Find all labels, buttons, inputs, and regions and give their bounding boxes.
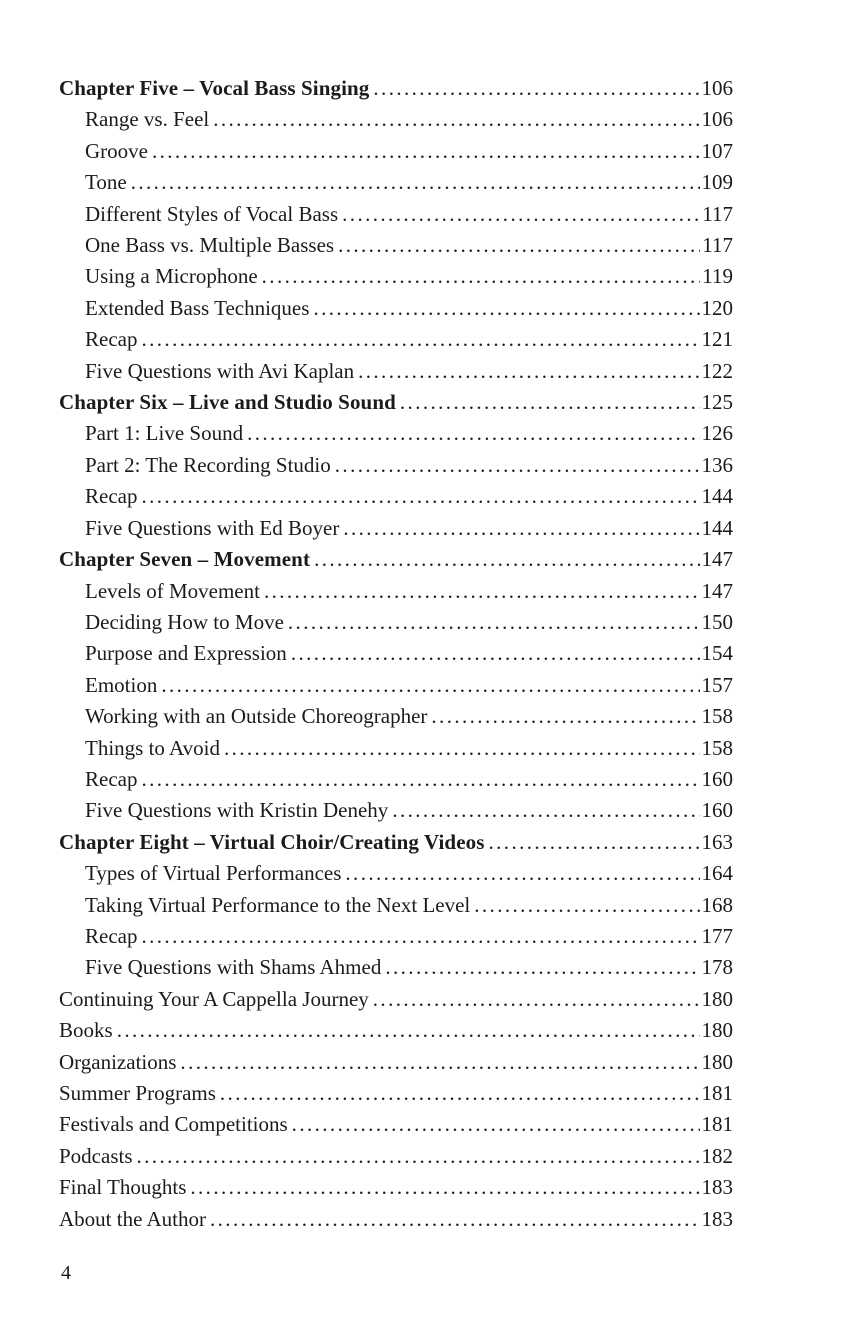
toc-entry — [59, 1172, 733, 1203]
toc-entry-label: Chapter Seven – Movement — [59, 547, 311, 572]
toc-entry-page-number: 119 — [702, 264, 733, 289]
toc-entry — [59, 1141, 733, 1172]
toc-entry-label: Taking Virtual Performance to the Next Level — [85, 892, 471, 917]
toc-entry-label: Five Questions with Ed Boyer — [85, 515, 340, 540]
toc-entry — [59, 921, 733, 952]
toc-entry-label: Books — [59, 1018, 113, 1043]
toc-entry-label: Groove — [85, 138, 148, 163]
toc-entry-page-number: 160 — [701, 766, 733, 791]
dot-leader — [210, 1204, 700, 1235]
toc-entry-label: Continuing Your A Cappella Journey — [59, 986, 369, 1011]
toc-entry-page-number: 168 — [701, 892, 733, 917]
toc-entry-label: Range vs. Feel — [85, 107, 210, 132]
toc-entry-page-number: 144 — [701, 515, 733, 540]
dot-leader — [131, 167, 700, 198]
dot-leader — [335, 450, 700, 481]
toc-entry-label: Using a Microphone — [85, 264, 258, 289]
toc-entry — [59, 890, 733, 921]
toc-entry-label: Purpose and Expression — [85, 641, 287, 666]
toc-entry-label: Final Thoughts — [59, 1175, 187, 1200]
toc-entry-label: Part 2: The Recording Studio — [85, 452, 331, 477]
toc-entry-label: One Bass vs. Multiple Basses — [85, 233, 335, 258]
toc-entry-page-number: 147 — [701, 547, 733, 572]
toc-entry — [59, 638, 733, 669]
toc-entry-label: Deciding How to Move — [85, 609, 284, 634]
toc-entry-page-number: 106 — [701, 76, 733, 100]
toc-entry — [59, 261, 733, 292]
toc-entry-page-number: 144 — [701, 484, 733, 509]
dot-leader — [247, 418, 699, 449]
toc-entry-label: Podcasts — [59, 1143, 133, 1168]
toc-entry — [59, 827, 733, 858]
toc-entry-page-number: 180 — [701, 986, 733, 1011]
toc-entry-page-number: 150 — [701, 609, 733, 634]
toc-entry-page-number: 126 — [701, 421, 733, 446]
dot-leader — [190, 1172, 699, 1203]
toc-entry-page-number: 177 — [701, 923, 733, 948]
dot-leader — [489, 827, 700, 858]
toc-entry — [59, 1015, 733, 1046]
toc-entry-label: Chapter Six – Live and Studio Sound — [59, 390, 396, 415]
toc-entry — [59, 795, 733, 826]
toc-entry — [59, 1047, 733, 1078]
dot-leader — [342, 199, 700, 230]
toc-entry — [59, 199, 733, 230]
toc-entry-label: Different Styles of Vocal Bass — [85, 201, 339, 226]
toc-entry-page-number: 125 — [701, 390, 733, 415]
toc-entry-label: Emotion — [85, 672, 158, 697]
toc-entry-page-number: 107 — [701, 138, 733, 163]
toc-entry-page-number: 117 — [702, 201, 733, 226]
toc-entry-label: About the Author — [59, 1206, 206, 1231]
toc-entry-page-number: 180 — [701, 1018, 733, 1043]
toc-entry — [59, 104, 733, 135]
toc-entry-label: Things to Avoid — [85, 735, 220, 760]
dot-leader — [264, 576, 700, 607]
dot-leader — [345, 858, 699, 889]
toc-entry-page-number: 136 — [701, 452, 733, 477]
toc-entry-page-number: 122 — [701, 358, 733, 383]
toc-entry-page-number: 183 — [701, 1206, 733, 1231]
toc-entry-label: Five Questions with Kristin Denehy — [85, 798, 389, 823]
toc-entry — [59, 73, 733, 104]
dot-leader — [141, 921, 699, 952]
toc-entry-page-number: 158 — [701, 735, 733, 760]
toc-entry-page-number: 106 — [701, 107, 733, 132]
dot-leader — [373, 984, 700, 1015]
toc-entry-label: Recap — [85, 923, 138, 948]
toc-entry-page-number: 160 — [701, 798, 733, 823]
toc-entry-page-number: 178 — [701, 955, 733, 980]
toc-entry — [59, 607, 733, 638]
toc-entry-page-number: 181 — [701, 1081, 733, 1105]
toc-entry — [59, 356, 733, 387]
toc-entry — [59, 858, 733, 889]
toc-entry — [59, 136, 733, 167]
toc-entry-label: Working with an Outside Choreographer — [85, 704, 428, 729]
toc-entry — [59, 324, 733, 355]
toc-entry — [59, 387, 733, 418]
toc-entry — [59, 952, 733, 983]
toc-entry-label: Recap — [85, 327, 138, 352]
page-number: 4 — [61, 1262, 71, 1284]
dot-leader — [343, 513, 699, 544]
dot-leader — [220, 1078, 700, 1109]
toc-entry-label: Festivals and Competitions — [59, 1112, 288, 1137]
toc-entry — [59, 450, 733, 481]
toc-entry-page-number: 147 — [701, 578, 733, 603]
toc-entry-page-number: 117 — [702, 233, 733, 258]
dot-leader — [338, 230, 700, 261]
toc-entry-page-number: 163 — [701, 829, 733, 854]
dot-leader — [314, 544, 699, 575]
toc-entry-page-number: 121 — [701, 327, 733, 352]
toc-entry — [59, 984, 733, 1015]
toc-entry-label: Chapter Eight – Virtual Choir/Creating Videos — [59, 829, 485, 854]
toc-entry-page-number: 164 — [701, 861, 733, 886]
dot-leader — [431, 701, 699, 732]
toc-entry — [59, 1204, 733, 1235]
dot-leader — [213, 104, 699, 135]
toc-entry — [59, 1109, 733, 1140]
toc-entry — [59, 544, 733, 575]
toc-entry-label: Recap — [85, 484, 138, 509]
table-of-contents — [59, 73, 733, 1235]
toc-entry-label: Part 1: Live Sound — [85, 421, 244, 446]
dot-leader — [117, 1015, 700, 1046]
toc-entry-label: Summer Programs — [59, 1081, 216, 1105]
toc-entry-page-number: 157 — [701, 672, 733, 697]
dot-leader — [373, 73, 699, 104]
toc-entry — [59, 293, 733, 324]
toc-entry-page-number: 183 — [701, 1175, 733, 1200]
toc-entry-label: Recap — [85, 766, 138, 791]
dot-leader — [161, 670, 699, 701]
dot-leader — [262, 261, 701, 292]
dot-leader — [141, 764, 699, 795]
toc-entry — [59, 230, 733, 261]
toc-entry — [59, 1078, 733, 1109]
toc-entry — [59, 670, 733, 701]
toc-entry-page-number: 120 — [701, 295, 733, 320]
dot-leader — [291, 638, 700, 669]
dot-leader — [385, 952, 699, 983]
dot-leader — [474, 890, 699, 921]
dot-leader — [141, 481, 699, 512]
toc-entry — [59, 481, 733, 512]
dot-leader — [292, 1109, 700, 1140]
toc-entry-label: Five Questions with Avi Kaplan — [85, 358, 355, 383]
toc-entry — [59, 733, 733, 764]
toc-entry-label: Levels of Movement — [85, 578, 260, 603]
toc-entry-page-number: 181 — [701, 1112, 733, 1137]
toc-entry — [59, 167, 733, 198]
dot-leader — [137, 1141, 700, 1172]
dot-leader — [224, 733, 700, 764]
toc-entry-page-number: 158 — [701, 704, 733, 729]
toc-entry — [59, 418, 733, 449]
toc-entry-label: Chapter Five – Vocal Bass Singing — [59, 76, 370, 100]
toc-entry — [59, 701, 733, 732]
toc-entry — [59, 513, 733, 544]
toc-entry-label: Organizations — [59, 1049, 177, 1074]
toc-entry-label: Five Questions with Shams Ahmed — [85, 955, 382, 980]
dot-leader — [392, 795, 699, 826]
toc-entry — [59, 764, 733, 795]
dot-leader — [313, 293, 699, 324]
toc-entry-label: Tone — [85, 170, 127, 195]
dot-leader — [180, 1047, 699, 1078]
dot-leader — [358, 356, 699, 387]
dot-leader — [288, 607, 700, 638]
toc-entry-label: Types of Virtual Performances — [85, 861, 342, 886]
toc-entry-page-number: 154 — [701, 641, 733, 666]
toc-entry-page-number: 109 — [701, 170, 733, 195]
toc-entry-page-number: 182 — [701, 1143, 733, 1168]
toc-entry-page-number: 180 — [701, 1049, 733, 1074]
toc-entry — [59, 576, 733, 607]
dot-leader — [400, 387, 700, 418]
dot-leader — [152, 136, 700, 167]
dot-leader — [141, 324, 699, 355]
toc-entry-label: Extended Bass Techniques — [85, 295, 310, 320]
